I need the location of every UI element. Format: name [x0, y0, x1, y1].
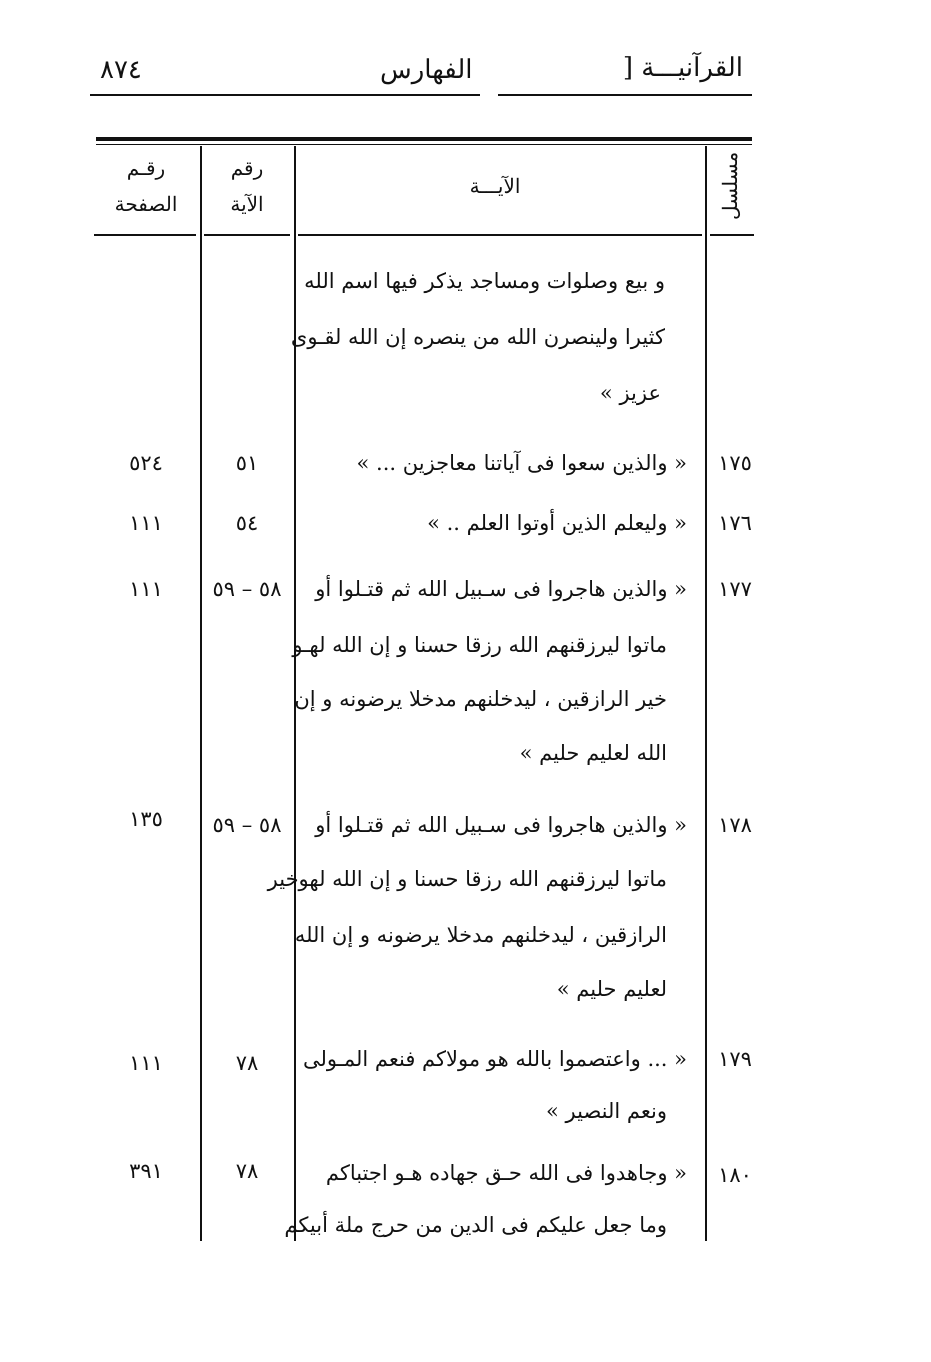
- col-header-serial: مسلسل: [718, 151, 742, 220]
- verse-line: « والذين هاجروا فى سـبيل الله ثم قتـلوا أو: [315, 577, 687, 601]
- serial-number: ١٨٠: [718, 1163, 752, 1187]
- table-top-rule-thin: [96, 144, 752, 145]
- verse-line: « والذين سعوا فى آياتنا معاجزين ... »: [356, 451, 687, 475]
- col-header-verse-number-1: رقم: [230, 156, 264, 180]
- verse-number: ٥٤: [235, 511, 259, 535]
- page-number-cell: ١٣٥: [129, 807, 163, 831]
- header-center-title: الفهارس: [380, 55, 473, 85]
- header-right-title: القرآنيـــة [: [622, 53, 743, 83]
- page-number: ٨٧٤: [100, 55, 142, 85]
- page-number-cell: ٥٢٤: [129, 451, 163, 475]
- serial-number: ١٧٧: [718, 577, 752, 601]
- verse-line: خير الرازقين ، ليدخلنهم مدخلا يرضونه و إن: [294, 687, 667, 711]
- verse-number: ٥٨ – ٥٩: [212, 813, 282, 837]
- continuation-line: عزيز »: [599, 381, 661, 405]
- col-header-rule-verse: [298, 234, 702, 236]
- page-number-cell: ١١١: [129, 511, 163, 535]
- table-top-rule: [96, 137, 752, 141]
- continuation-line: كثيرا ولينصرن الله من ينصره إن الله لقـوى: [290, 325, 665, 349]
- verse-line: « والذين هاجروا فى سـبيل الله ثم قتـلوا أو: [315, 813, 687, 837]
- col-header-rule-versenum: [204, 234, 290, 236]
- verse-line: ونعم النصير »: [546, 1099, 667, 1123]
- page-number-cell: ١١١: [129, 1051, 163, 1075]
- serial-number: ١٧٩: [718, 1047, 752, 1071]
- verse-line: ماتوا ليرزقنهم الله رزقا حسنا و إن الله لهـو: [292, 633, 667, 657]
- column-divider-versenum-left: [200, 146, 202, 1241]
- col-header-verse: الآيـــة: [469, 174, 521, 198]
- verse-line: وما جعل عليكم فى الدين من حرج ملة أبيكم: [284, 1213, 667, 1237]
- serial-number: ١٧٨: [718, 813, 752, 837]
- verse-line: « ... واعتصموا بالله هو مولاكم فنعم المـولى: [302, 1047, 687, 1071]
- verse-number: ٥١: [235, 451, 259, 475]
- page-number-cell: ١١١: [129, 577, 163, 601]
- verse-number: ٧٨: [235, 1051, 259, 1075]
- verse-line: ماتوا ليرزقنهم الله رزقا حسنا و إن الله لهوخير: [267, 867, 667, 891]
- serial-number: ١٧٦: [718, 511, 752, 535]
- serial-number: ١٧٥: [718, 451, 752, 475]
- verse-line: « وليعلم الذين أوتوا العلم .. »: [427, 511, 687, 535]
- verse-line: الله لعليم حليم »: [519, 741, 667, 765]
- col-header-rule-page: [94, 234, 196, 236]
- col-header-verse-number-2: الآية: [230, 192, 264, 216]
- verse-number: ٥٨ – ٥٩: [212, 577, 282, 601]
- verse-line: لعليم حليم »: [556, 977, 667, 1001]
- col-header-page-number-1: رقـم: [126, 156, 166, 180]
- col-header-rule-serial: [710, 234, 754, 236]
- header-rule-right: [498, 94, 752, 96]
- verse-line: « وجاهدوا فى الله حـق جهاده هـو اجتباكم: [325, 1161, 687, 1185]
- verse-line: الرازقين ، ليدخلنهم مدخلا يرضونه و إن الله: [294, 923, 667, 947]
- continuation-line: و بيع وصلوات ومساجد يذكر فيها اسم الله: [304, 269, 665, 293]
- col-header-page-number-2: الصفحة: [114, 192, 178, 216]
- column-divider-serial: [705, 146, 707, 1241]
- page-number-cell: ٣٩١: [129, 1159, 163, 1183]
- header-rule-left: [90, 94, 480, 96]
- verse-number: ٧٨: [235, 1159, 259, 1183]
